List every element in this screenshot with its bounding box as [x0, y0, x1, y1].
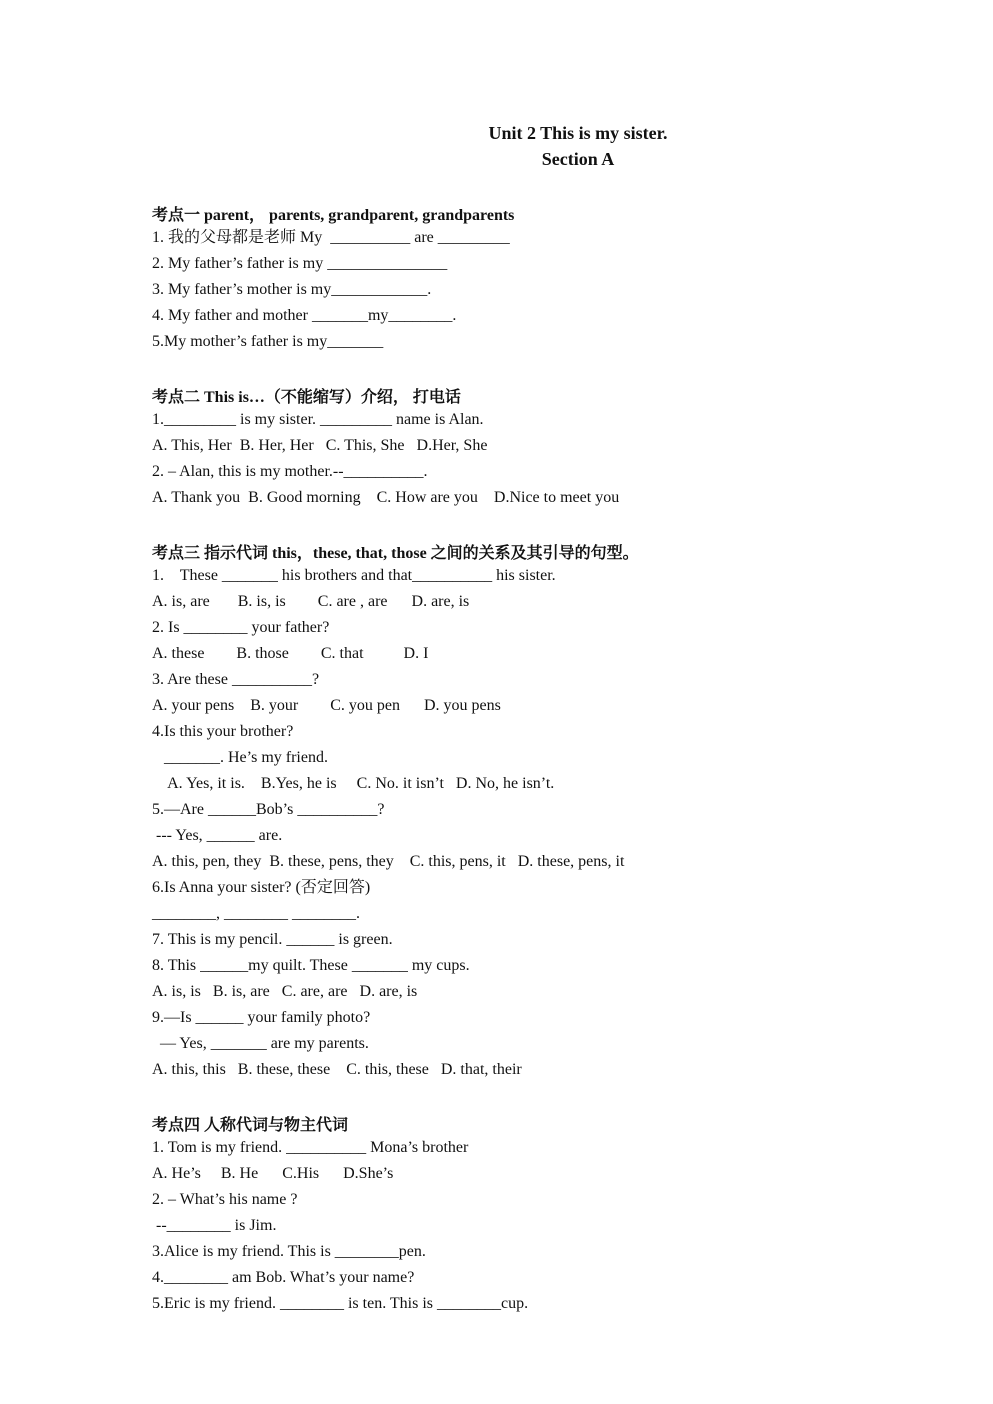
question-line: 3.Alice is my friend. This is ________pen.	[152, 1243, 426, 1260]
question-line: 1. 我的父母都是老师 My __________ are _________	[152, 229, 510, 246]
option-line: A. this, pen, they B. these, pens, they C. this, pens, it D. these, pens, it	[152, 853, 625, 870]
page-subtitle: Section A	[541, 149, 615, 169]
question-line: 1. Tom is my friend. __________ Mona’s brother	[152, 1139, 469, 1156]
question-line: 8. This ______my quilt. These _______ my cups.	[152, 957, 470, 974]
question-line: 2. – Alan, this is my mother.--__________.	[152, 463, 428, 480]
option-line: A. is, is B. is, are C. are, are D. are, is	[152, 983, 418, 1000]
question-line: --- Yes, ______ are.	[152, 827, 283, 844]
question-line: 7. This is my pencil. ______ is green.	[152, 931, 393, 948]
answer-line: ________, ________ ________.	[152, 905, 360, 922]
option-line: A. is, are B. is, is C. are , are D. are, is	[152, 593, 470, 610]
question-line: 6.Is Anna your sister? (否定回答)	[152, 879, 371, 896]
section-1-heading: 考点一 parent， parents, grandparent, grandparents	[152, 207, 515, 224]
option-line: A. Thank you B. Good morning C. How are you D.Nice to meet you	[152, 489, 620, 506]
question-line: 9.—Is ______ your family photo?	[152, 1009, 371, 1026]
question-line: 2. Is ________ your father?	[152, 619, 330, 636]
question-line: 1. These _______ his brothers and that__________ his sister.	[152, 567, 556, 584]
question-line: 3. My father’s mother is my____________.	[152, 281, 432, 298]
question-line: --________ is Jim.	[152, 1217, 277, 1234]
question-line: — Yes, _______ are my parents.	[152, 1035, 369, 1052]
option-line: A. this, this B. these, these C. this, these D. that, their	[152, 1061, 522, 1078]
section-4-heading: 考点四 人称代词与物主代词	[152, 1117, 349, 1134]
question-line: 5.Eric is my friend. ________ is ten. This is ________cup.	[152, 1295, 529, 1312]
option-line: A. He’s B. He C.His D.She’s	[152, 1165, 394, 1182]
question-line: _______. He’s my friend.	[152, 749, 328, 766]
option-line: A. Yes, it is. B.Yes, he is C. No. it isn’t D. No, he isn’t.	[152, 775, 555, 792]
question-line: 1._________ is my sister. _________ name is Alan.	[152, 411, 484, 428]
question-line: 5.My mother’s father is my_______	[152, 333, 384, 350]
option-line: A. This, Her B. Her, Her C. This, She D.Her, She	[152, 437, 488, 454]
question-line: 3. Are these __________?	[152, 671, 320, 688]
question-line: 2. My father’s father is my _______________	[152, 255, 448, 272]
section-3-heading: 考点三 指示代词 this，these, that, those 之间的关系及其引导的句型。	[152, 545, 639, 562]
page-title: Unit 2 This is my sister.	[488, 123, 668, 143]
question-line: 2. – What’s his name ?	[152, 1191, 298, 1208]
question-line: 4. My father and mother _______my________.	[152, 307, 457, 324]
question-line: 4.Is this your brother?	[152, 723, 294, 740]
option-line: A. your pens B. your C. you pen D. you pens	[152, 697, 501, 714]
question-line: 4.________ am Bob. What’s your name?	[152, 1269, 415, 1286]
section-2-heading: 考点二 This is…（不能缩写）介绍， 打电话	[152, 389, 461, 406]
question-line: 5.—Are ______Bob’s __________?	[152, 801, 385, 818]
option-line: A. these B. those C. that D. I	[152, 645, 429, 662]
